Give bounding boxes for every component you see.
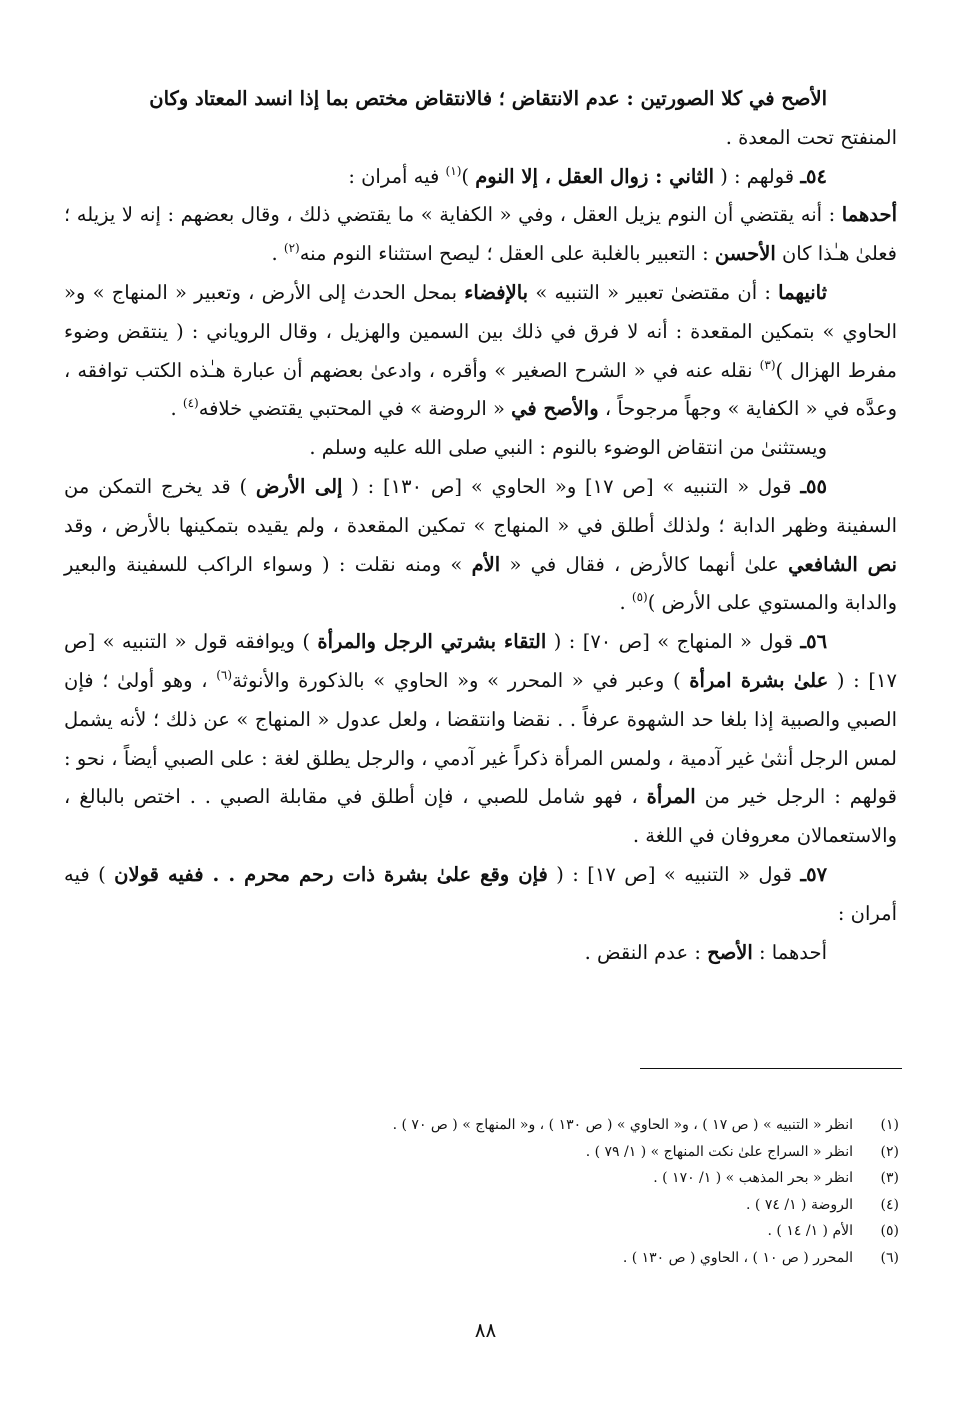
footnote-ref-3: (٣) bbox=[759, 357, 776, 372]
paragraph-1 bbox=[64, 80, 897, 119]
footnote bbox=[99, 1112, 899, 1139]
footnote-text: انظر « بحر المذهب » ( ١/ ١٧٠ ) . bbox=[653, 1170, 853, 1187]
item-number-55: ٥٥ـ bbox=[800, 474, 827, 498]
footnote-ref-5: (٥) bbox=[631, 590, 648, 605]
footnote-divider bbox=[640, 1068, 902, 1069]
body-text bbox=[64, 80, 897, 972]
footnote bbox=[99, 1218, 899, 1245]
paragraph-1-continuation: المنفتح تحت المعدة . bbox=[725, 125, 897, 149]
footnote-number: (٥) bbox=[880, 1223, 899, 1240]
paragraph-57: ٥٧ـ قول « التنبيه » [ص ١٧] : ( فإن وقع علىٰ بشرة ذات رحم محرم . . ففيه قولان ) فيه أمران : bbox=[64, 862, 897, 925]
paragraph-57-first-point: أحدهما : الأصح : عدم النقض . bbox=[584, 940, 827, 964]
page-number: ٨٨ bbox=[474, 1318, 497, 1342]
footnote-text: انظر « التنبيه » ( ص ١٧ ) ، و« الحاوي » ( ص ١٣٠ ) ، و« المنهاج » ( ص ٧٠ ) . bbox=[392, 1117, 853, 1133]
footnotes bbox=[99, 1112, 899, 1272]
footnote bbox=[99, 1245, 899, 1272]
paragraph-1-text: الأصح في كلا الصورتين : عدم الانتقاض ؛ فالانتقاض مختص بما إذا انسد المعتاد وكان bbox=[149, 87, 827, 110]
footnote-number: (٢) bbox=[880, 1143, 899, 1160]
footnote-ref-1: (١) bbox=[445, 163, 462, 178]
paragraph-first-point: أحدهما : أنه يقتضي أن النوم يزيل العقل ، وفي « الكفاية » ما يقتضي ذلك ، وقال بعضهم : إنه لا يزيله ؛ فعلىٰ هـٰذا كان الأحسن : التعبير بالغلبة على العقل ؛ ليصح استثناء النوم منه$^{(٢)}$ . bbox=[64, 203, 898, 266]
item-number-57: ٥٧ـ bbox=[800, 862, 828, 886]
item-number-54: ٥٤ـ bbox=[800, 164, 827, 188]
footnote-text: الروضة ( ١/ ٧٤ ) . bbox=[746, 1196, 853, 1213]
paragraph-second-point: ثانيهما : أن مقتضىٰ تعبير « التنبيه » بالإفضاء بمحل الحدث إلى الأرض ، وتعبير « المنهاج » و« الحاوي » بتمكين المقعدة : أنه لا فرق في ذلك بين السمين والهزيل ، وقال الروياني : ( ينتقض وضوء مفرط الهزال )$^{(٣)}$ نقله عنه في « الشرح الصغير » وأقره ، وادعىٰ بعضهم أن عبارة هـٰذه الكتب توافقه ، وعدَّه في « الكفاية » وجهاً مرجوحاً ، والأصح في « الروضة » في المحتبي يقتضي خلافه$^{(٤)}$ . bbox=[64, 280, 897, 421]
footnote-number: (١) bbox=[880, 1117, 899, 1133]
paragraph-56: ٥٦ـ قول « المنهاج » [ص ٧٠] : ( التقاء بشرتي الرجل والمرأة ) ويوافقه قول « التنبيه » [ص ١٧] : ( علىٰ بشرة امرأة ) وعبر في « المحرر » و« الحاوي » بالذكورة والأنوثة$^{(٦)}$ ، وهو أولىٰ ؛ فإن الصبي والصبية إذا بلغا حد الشهوة عرفاً . . نقضا وانتقضا ، ولعل عدول « المنهاج » عن ذلك ؛ لأنه يشمل لمس الرجل أنثىٰ غير آدمية ، ولمس المرأة ذكراً غير آدمي ، والرجل يطلق لغة : على الصبي أيضاً ، نحو : قولهم : الرجل خير من المرأة ، فهو شامل للصبي ، فإن أطلق في مقابلة الصبي . . اختص بالبالغ ، والاستعمالان معروفان في اللغة . bbox=[64, 630, 898, 848]
paragraph-54: ٥٤ـ قولهم : ( الثاني : زوال العقل ، إلا النوم )$^{(١)}$ فيه أمران : bbox=[348, 163, 827, 188]
footnote-text: الأم ( ١/ ١٤ ) . bbox=[767, 1223, 853, 1240]
footnote bbox=[99, 1192, 899, 1219]
footnote-ref-6: (٦) bbox=[216, 667, 233, 682]
paragraph-exception: ويستثنىٰ من انتقاض الوضوء بالنوم : النبي صلى الله عليه وسلم . bbox=[309, 436, 827, 460]
footnote-ref-2: (٢) bbox=[283, 241, 300, 256]
footnote-ref-4: (٤) bbox=[182, 396, 199, 411]
paragraph-55: ٥٥ـ قول « التنبيه » [ص ١٧] و« الحاوي » [ص ١٣٠] : ( إلى الأرض ) قد يخرج التمكن من السفينة وظهر الدابة ؛ ولذلك أطلق في « المنهاج » تمكين المقعدة ، ولم يقيده بتمكينها بالأرض ، وقد نص الشافعي علىٰ أنهما كالأرض ، فقال في « الأم » ومنه نقلت : ( وسواء الراكب للسفينة والبعير والدابة والمستوي على الأرض )$^{(٥)}$ . bbox=[64, 474, 897, 615]
footnote-number: (٣) bbox=[880, 1170, 899, 1187]
footnote-text: المحرر ( ص ١٠ ) ، الحاوي ( ص ١٣٠ ) . bbox=[622, 1249, 853, 1266]
footnote-number: (٤) bbox=[880, 1196, 899, 1213]
item-number-56: ٥٦ـ bbox=[800, 630, 828, 654]
footnote-text: انظر « السراج علىٰ نكت المنهاج » ( ١/ ٧٩ ) . bbox=[585, 1143, 853, 1160]
footnote-number: (٦) bbox=[880, 1249, 899, 1266]
footnote bbox=[99, 1165, 899, 1192]
footnote bbox=[99, 1139, 899, 1166]
